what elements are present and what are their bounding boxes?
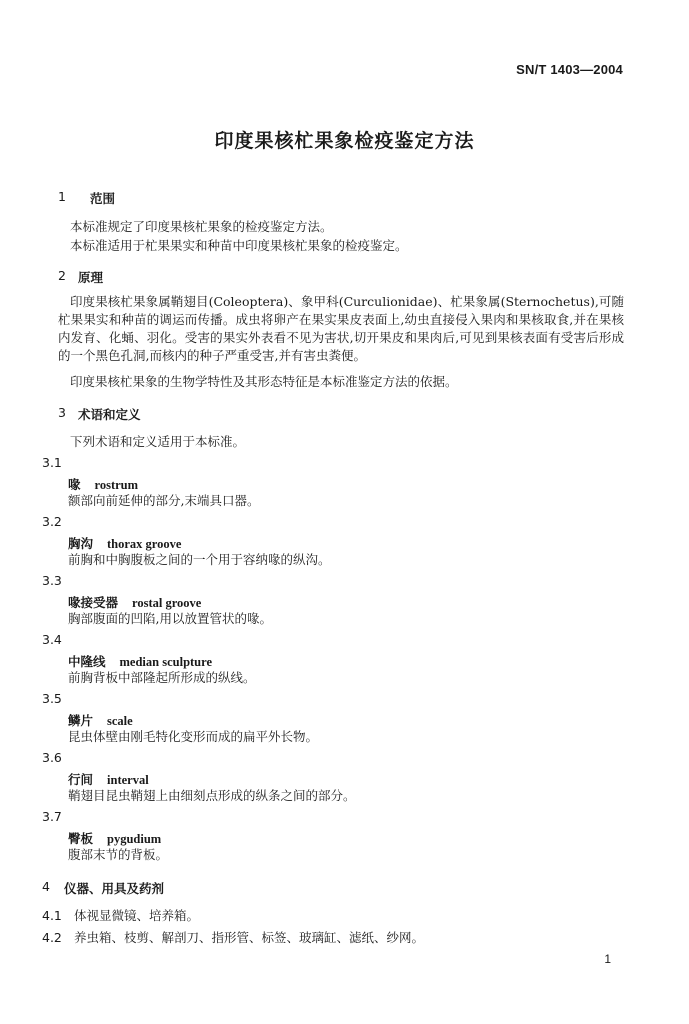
section-2-title: 原理 <box>78 270 104 285</box>
section-2-line-2: 印度果核杧果象的生物学特性及其形态特征是本标准鉴定方法的依据。 <box>70 374 458 389</box>
standard-code: SN/T 1403—2004 <box>516 62 623 77</box>
term-3-7-definition: 腹部末节的背板。 <box>68 847 169 862</box>
term-3-2-number: 3.2 <box>42 514 62 529</box>
section-1-number: 1 <box>58 189 66 204</box>
term-3-1-definition: 额部向前延伸的部分,末端具口器。 <box>68 493 260 508</box>
term-3-7 <box>68 829 161 847</box>
term-3-3-number: 3.3 <box>42 573 62 588</box>
term-3-5-number: 3.5 <box>42 691 62 706</box>
term-3-6 <box>68 770 149 788</box>
term-3-4-zh: 中隆线 <box>68 654 106 669</box>
term-3-3-definition: 胸部腹面的凹陷,用以放置管状的喙。 <box>68 611 272 626</box>
term-3-7-zh: 臀板 <box>68 831 94 846</box>
term-3-5-zh: 鳞片 <box>68 713 94 728</box>
document-title: 印度果核杧果象检疫鉴定方法 <box>214 130 475 152</box>
section-4-number: 4 <box>42 879 50 894</box>
term-3-4-number: 3.4 <box>42 632 62 647</box>
term-3-6-zh: 行间 <box>68 772 94 787</box>
term-3-2-zh: 胸沟 <box>68 536 94 551</box>
term-3-1-number: 3.1 <box>42 455 62 470</box>
term-3-1-zh: 喙 <box>68 477 81 492</box>
term-3-5-en: scale <box>107 714 133 728</box>
term-3-2-definition: 前胸和中胸腹板之间的一个用于容纳喙的纵沟。 <box>68 552 331 567</box>
term-3-1-en: rostrum <box>94 478 139 492</box>
term-3-6-en: interval <box>107 773 149 787</box>
section-2-paragraph: 印度果核杧果象属鞘翅目(Coleoptera)、象甲科(Curculionidae)、杧果象属(Sternochetus),可随杧果果实和种苗的调运而传播。成虫将卵产在果实果皮表面上,幼虫直接侵入果肉和果核取食,并在果核内发育、化蛹、羽化。受害的果实外表看不见为害状,切开果皮和果肉后,可见到果核表面有受害后形成的一个黑色孔洞,而核内的种子严重受害,并有害虫粪便。 <box>58 294 624 363</box>
term-3-6-definition: 鞘翅目昆虫鞘翅上由细刻点形成的纵条之间的部分。 <box>68 788 356 803</box>
item-4-2-text: 养虫箱、枝剪、解剖刀、指形管、标签、玻璃缸、滤纸、纱网。 <box>74 930 425 945</box>
section-4-title: 仪器、用具及药剂 <box>64 881 165 896</box>
section-1-line-2: 本标准适用于杧果果实和种苗中印度果核杧果象的检疫鉴定。 <box>70 238 408 253</box>
section-1-title: 范围 <box>90 191 116 206</box>
term-3-6-number: 3.6 <box>42 750 62 765</box>
section-3-number: 3 <box>58 405 66 420</box>
section-3-title: 术语和定义 <box>78 407 141 422</box>
item-4-1-number: 4.1 <box>42 908 62 923</box>
section-3-intro: 下列术语和定义适用于本标准。 <box>70 434 246 449</box>
term-3-2-en: thorax groove <box>107 537 182 551</box>
term-3-3-en: rostal groove <box>132 596 202 610</box>
term-3-1 <box>68 475 138 493</box>
page-number: 1 <box>604 952 611 966</box>
item-4-1-text: 体视显微镜、培养箱。 <box>74 908 200 923</box>
term-3-4-en: median sculpture <box>119 655 213 669</box>
term-3-7-number: 3.7 <box>42 809 62 824</box>
term-3-5-definition: 昆虫体壁由刚毛特化变形而成的扁平外长物。 <box>68 729 319 744</box>
term-3-4-definition: 前胸背板中部隆起所形成的纵线。 <box>68 670 256 685</box>
section-1-line-1: 本标准规定了印度果核杧果象的检疫鉴定方法。 <box>70 219 333 234</box>
term-3-3 <box>68 593 201 611</box>
item-4-2-number: 4.2 <box>42 930 62 945</box>
term-3-4 <box>68 652 212 670</box>
term-3-3-zh: 喙接受器 <box>68 595 119 610</box>
term-3-7-en: pygudium <box>107 832 162 846</box>
term-3-2 <box>68 534 181 552</box>
section-2-number: 2 <box>58 268 66 283</box>
term-3-5 <box>68 711 133 729</box>
